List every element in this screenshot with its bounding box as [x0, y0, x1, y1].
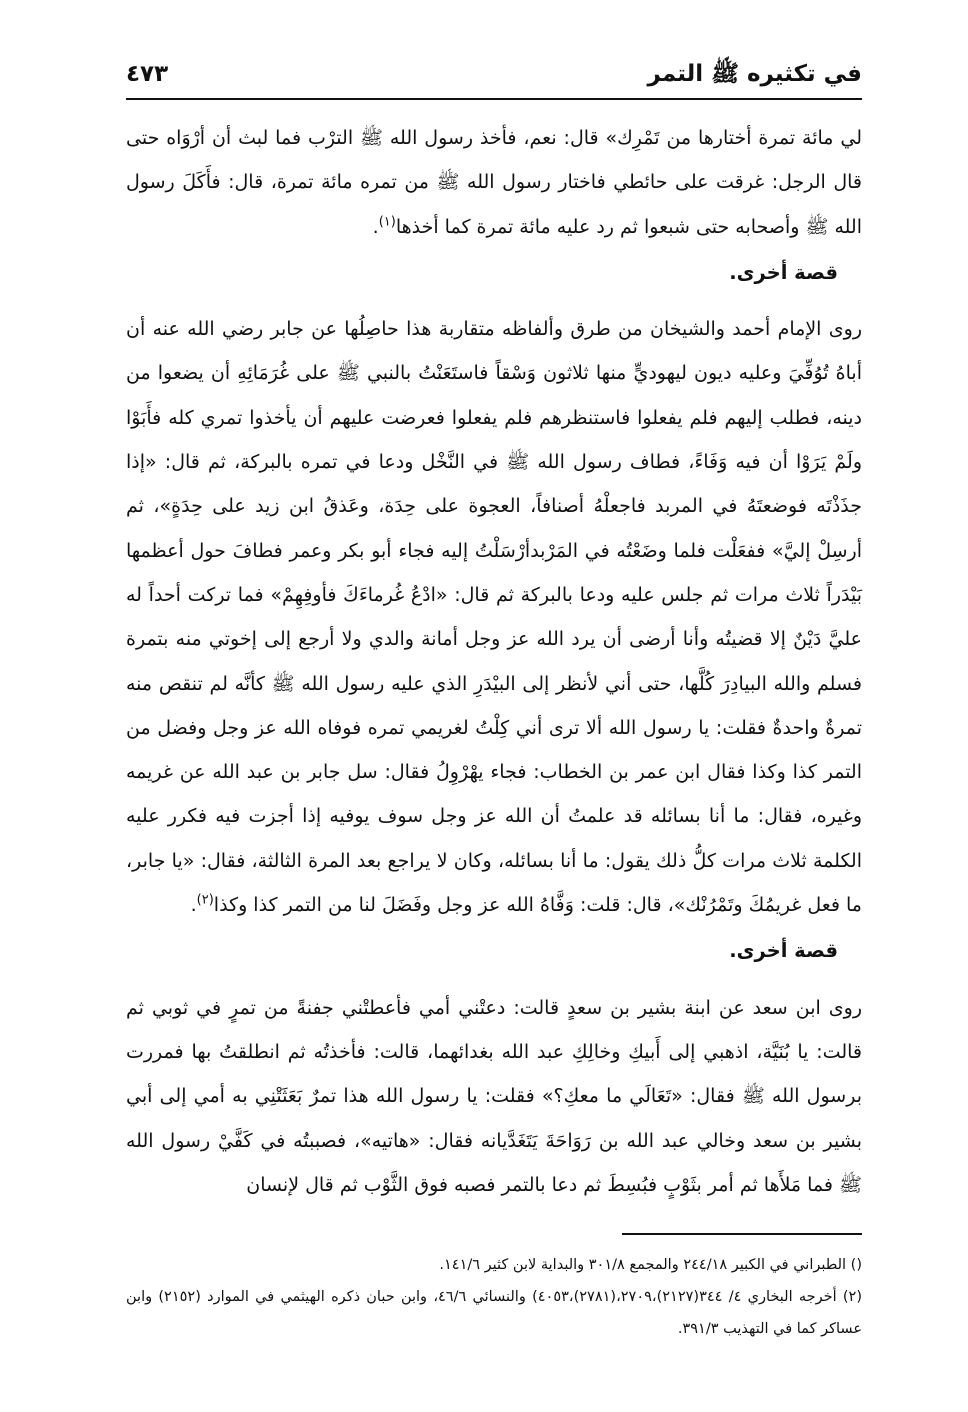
footnote-ref-2: (٢) — [196, 892, 214, 908]
footnote-2: (٢) أخرجه البخاري ٤/ ٣٤٤(٢١٢٧)،٢٧٠٩،(٢٧٨١)،٤٠٥٣) والنسائي ٤٦/٦، وابن حبان ذكره الهيثمي في الموارد (٢١٥٢) وابن عساكر كما في التهذيب ٣٩١/٣. — [126, 1289, 862, 1338]
footnote-1: () الطبراني في الكبير ٢٤٤/١٨ والمجمع ٣٠١/٨ والبداية لابن كثير ١٤١/٦. — [439, 1257, 862, 1274]
footnote-rule — [622, 1233, 862, 1235]
page-number: ٤٧٣ — [126, 61, 169, 87]
section-heading-1: قصة أخرى. — [729, 260, 838, 284]
paragraph-2: روى الإمام أحمد والشيخان من طرق وألفاظه متقاربة هذا حاصِلُها عن جابر رضي الله عنه أن أباهُ تُوُفِّيَ وعليه ديون ليهوديٍّ منها ثلاثون وَسْقاً فاستَعَنْتُ بالنبي ﷺ على غُرَمَائِهِ أن يضعوا من دينه، فطلب إليهم فلم يفعلوا فاستنظرهم فلم يفعلوا فعرضت عليهم أن يأخذوا تمري كله فأَبَوْا ولَمْ يَرَوْا أن فيه وَفَاءً، فطاف رسول الله ﷺ في النَّخْل ودعا في تمره بالبركة، ثم قال: «إذا جذَذْتَه فوضعتَهُ في المربد فاجعلْهُ أصنافاً، العجوة على حِدَة، وعَذقُ ابن زيد على حِدَةٍ»، ثم أرسِلْ إليَّ» ففعَلْت فلما وضَعْتُه في المَرْبدأرْسَلْتُ إليه فجاء أبو بكر وعمر فطافَ حول أعظمها بَيْدَراً ثلاث مرات ثم جلس عليه ودعا بالبركة ثم قال: «ادْعُ غُرماءَكَ فأوفِهِمْ» فما تركت أحداً له عليَّ دَيْنٌ إلا قضيتُه وأنا أرضى أن يرد الله عز وجل أمانة والدي ولا أرجع إلى إخوتي منه بتمرة فسلم والله البيادِرَ كُلَّها، حتى أني لأنظر إلى البيْدَرِ الذي عليه رسول الله ﷺ كأنَّه لم تنقص منه تمرةٌ واحدةٌ فقلت: يا رسول الله ألا ترى أني كِلْتُ لغريمي تمره فوفاه الله عز وجل وفضل من التمر كذا وكذا فقال ابن عمر بن الخطاب: فجاء يهْرْوِلُ فقال: سل جابر بن عبد الله عن غريمه وغيره، فقال: ما أنا بسائله قد علمتُ أن الله عز وجل سوف يوفيه إذا أجزت فيه فكرر عليه الكلمة ثلاث مرات كلُّ ذلك يقول: ما أنا بسائله، وكان لا يراجع بعد المرة الثالثة، فقال: «يا جابر، ما فعل غريمُكَ وتَمْرُنْك»، قال: قلت: وَفَّاهُ الله عز وجل وفَضَلَ لنا من التمر كذا وكذا$^{(٢)}$. — [126, 318, 862, 917]
header-rule — [126, 98, 862, 100]
footnote-ref-1: (١) — [378, 214, 396, 230]
section-heading-2: قصة أخرى. — [729, 939, 838, 963]
paragraph-3: روى ابن سعد عن ابنة بشير بن سعدٍ قالت: دعتْني أمي فأعطتْني جفنةً من تمرٍ في ثوبي ثم قالت: يا بُنَيَّة، اذهبي إلى أَبيكِ وخالِكِ عبد الله بغدائهما، قالت: فأخذتُه ثم انطلقتُ بها فمررت برسول الله ﷺ فقال: «تَعَالَي ما معكِ؟» فقلت: يا رسول الله هذا تمرٌ بَعَثَتْنِي به أمي إلى أبي بشير بن سعد وخالي عبد الله بن رَوَاحَةَ يَتَغَدَّيانه فقال: «هاتيه»، فصببتُه في كَفَّيْ رسول الله ﷺ فما مَلأَها ثم أمر بثَوْبٍ فبُسِطَ ثم دعا بالتمر فصبه فوق الثَّوْب ثم قال لإنسان — [126, 996, 862, 1196]
paragraph-1: لي مائة تمرة أختارها من تَمْرِك» قال: نعم، فأخذ رسول الله ﷺ الترْب فما لبث أن أرْوَاه حتى قال الرجل: غرقت على حائطي فاختار رسول الله ﷺ من تمره مائة تمرة، قال: فأَكَلَ رسول الله ﷺ وأصحابه حتى شبعوا ثم رد عليه مائة تمرة كما أخذها$^{(١)}$. — [126, 127, 862, 238]
chapter-title: في تكثيره ﷺ التمر — [647, 61, 862, 87]
book-page — [126, 54, 862, 1345]
running-header — [126, 54, 862, 94]
footnotes — [126, 1249, 862, 1345]
